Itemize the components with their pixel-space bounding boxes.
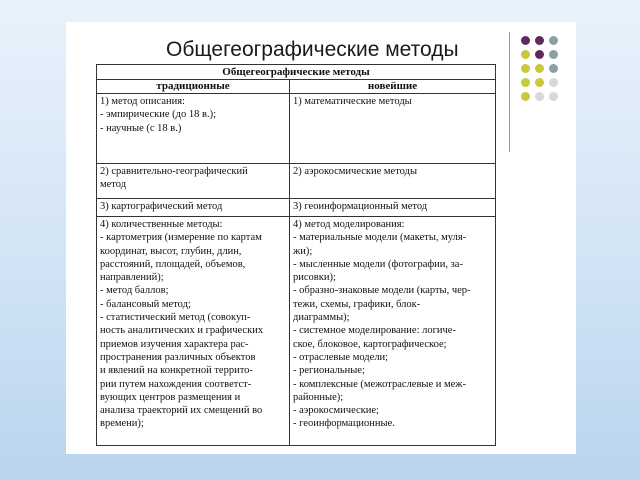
cell-line: - эмпирические (до 18 в.);	[100, 109, 216, 121]
decorative-dot	[521, 78, 530, 87]
cell-line: диаграммы);	[293, 312, 350, 324]
cell-line: - геоинформационные.	[293, 418, 395, 430]
methods-table	[96, 64, 496, 446]
cell-line: 2) сравнительно-географический	[100, 166, 248, 177]
cell-line: жи);	[293, 245, 313, 257]
decorative-dot	[521, 64, 530, 73]
table-cell-left	[97, 200, 289, 217]
decorative-dot	[549, 78, 558, 87]
cell-line: 1) метод описания:	[100, 96, 185, 107]
slide	[66, 22, 576, 454]
decorative-dot	[549, 64, 558, 73]
table-cell-right	[290, 218, 495, 446]
cell-line: рии путем нахождения соответст-	[100, 378, 252, 390]
decorative-dot	[549, 36, 558, 45]
row-divider	[97, 163, 495, 164]
cell-line: анализа траекторий их смещений во	[100, 405, 263, 417]
table-cell-right	[290, 165, 495, 199]
cell-line: - комплексные (межотраслевые и меж-	[293, 378, 467, 390]
cell-line: 3) картографический метод	[100, 201, 223, 212]
table-cell-left	[97, 165, 289, 199]
cell-line: - аэрокосмические;	[293, 405, 379, 417]
cell-line: - образно-знаковые модели (карты, чер-	[293, 285, 471, 297]
row-divider	[97, 216, 495, 217]
cell-line: районные);	[293, 391, 344, 403]
decorative-dot	[521, 50, 530, 59]
cell-line: и явлений на конкретной террито-	[100, 365, 253, 377]
table-cell-left	[97, 95, 289, 164]
cell-line: - балансовый метод;	[100, 298, 191, 310]
cell-line: - материальные модели (макеты, муля-	[293, 232, 467, 244]
cell-line: - отраслевые модели;	[293, 351, 389, 363]
cell-line: направлений);	[100, 272, 164, 284]
title-divider	[509, 32, 510, 152]
cell-line: пространения различных объектов	[100, 351, 256, 363]
cell-line: - региональные;	[293, 365, 365, 377]
decorative-dot	[535, 36, 544, 45]
decorative-dot	[535, 50, 544, 59]
decorative-dot	[535, 78, 544, 87]
cell-line: 4) метод моделирования:	[293, 219, 405, 230]
column-header-newest: новейшие	[367, 80, 418, 92]
cell-line: вующих центров размещения и	[100, 391, 241, 403]
column-header-traditional: традиционные	[156, 80, 230, 92]
cell-line: ность аналитических и графических	[100, 325, 264, 337]
cell-line: 3) геоинформационный метод	[293, 201, 428, 212]
cell-line: 4) количественные методы:	[100, 219, 223, 230]
decorative-dot	[521, 36, 530, 45]
cell-line: приемов изучения характера рас-	[100, 338, 249, 350]
cell-line: 1) математические методы	[293, 96, 412, 107]
decorative-dot	[521, 92, 530, 101]
cell-line: тежи, схемы, графики, блок-	[293, 298, 421, 310]
cell-line: - статистический метод (совокуп-	[100, 312, 251, 324]
cell-line: 2) аэрокосмические методы	[293, 166, 418, 177]
decorative-dot	[549, 92, 558, 101]
decorative-dot	[535, 64, 544, 73]
cell-line: - системное моделирование: логиче-	[293, 325, 456, 337]
cell-line: - мысленные модели (фотографии, за-	[293, 258, 463, 270]
cell-line: - картометрия (измерение по картам	[100, 232, 262, 244]
cell-line: рисовки);	[293, 272, 336, 284]
cell-line: ское, блоковое, картографическое;	[293, 338, 447, 350]
cell-line: - метод баллов;	[100, 285, 169, 297]
decorative-dot	[535, 92, 544, 101]
slide-title: Общегеографические методы	[166, 38, 459, 61]
table-cell-right	[290, 95, 495, 164]
cell-line: времени);	[100, 418, 144, 430]
table-cell-right	[290, 200, 495, 217]
cell-line: - научные (с 18 в.)	[100, 122, 182, 134]
table-header: Общегеографические методы	[97, 65, 495, 80]
cell-line: метод	[100, 179, 127, 191]
cell-line: координат, высот, глубин, длин,	[100, 245, 242, 257]
row-divider	[97, 93, 495, 94]
row-divider	[97, 198, 495, 199]
cell-line: расстояний, площадей, объемов,	[100, 258, 246, 270]
table-cell-left	[97, 218, 289, 446]
decorative-dot	[549, 50, 558, 59]
